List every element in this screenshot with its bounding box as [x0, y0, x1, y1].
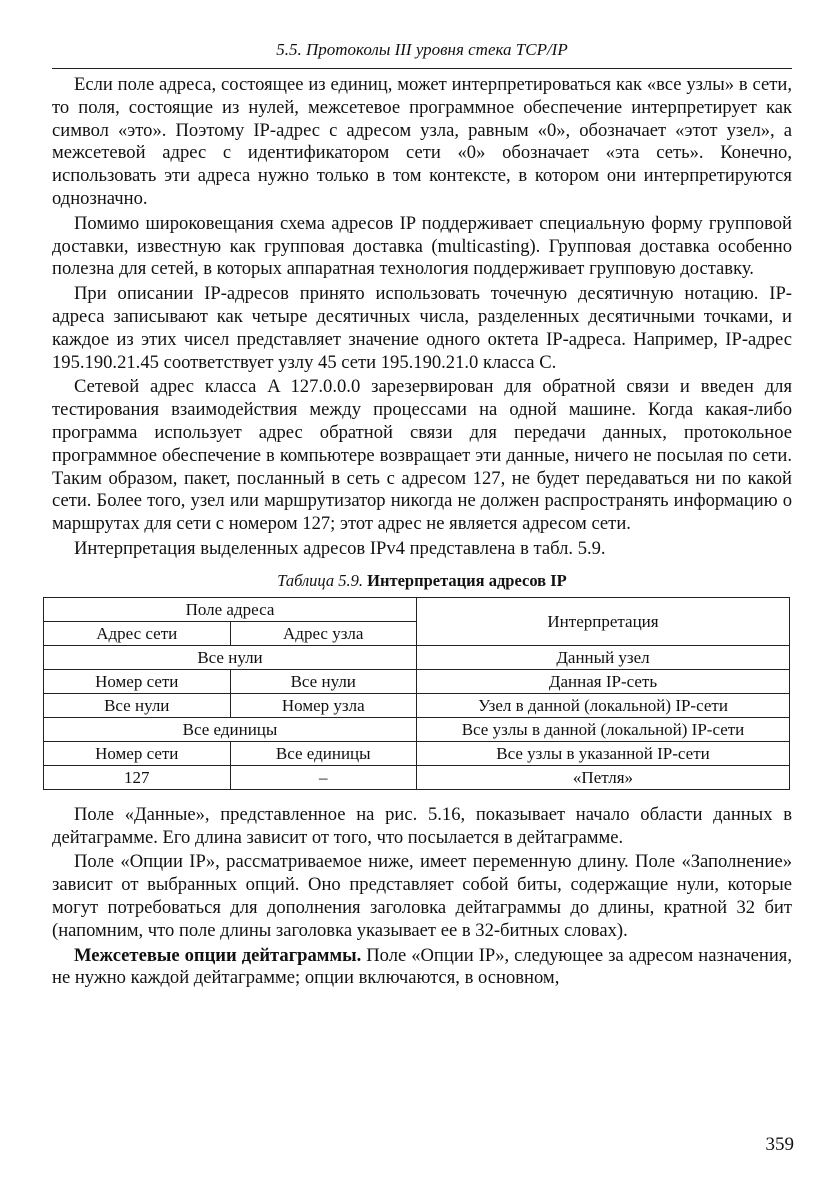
header-rule — [52, 68, 792, 69]
after-table-text — [52, 804, 792, 990]
cell-interpretation: Узел в данной (локальной) IP-сети — [417, 693, 790, 717]
cell-host: – — [230, 765, 417, 789]
page-number: 359 — [765, 1134, 794, 1155]
table-row — [44, 693, 790, 717]
cell-interpretation: Все узлы в данной (локальной) IP-сети — [417, 717, 790, 741]
cell-host: Все нули — [230, 669, 417, 693]
cell-network: Номер сети — [44, 669, 231, 693]
cell-host: Все единицы — [230, 741, 417, 765]
cell-interpretation: Все узлы в указанной IP-сети — [417, 741, 790, 765]
table-header-row — [44, 597, 790, 621]
paragraph: Сетевой адрес класса A 127.0.0.0 зарезервирован для обратной связи и введен для тестирования взаимодействия между процессами на одной машине. Когда какая-либо программа использует адрес обратной связи для передачи данных, протокольное программное обеспечение в компьютере возвращает эти данные, ничего не посылая по сети. Таким образом, пакет, посланный в сеть с адресом 127, не будет передаваться ни по какой сети. Более того, узел или маршрутизатор никогда не должен распространять информацию о маршрутах для сети с номером 127; этот адрес не является адресом сети. — [52, 376, 792, 535]
cell-interpretation: «Петля» — [417, 765, 790, 789]
cell-network: Все нули — [44, 693, 231, 717]
table-row — [44, 669, 790, 693]
paragraph: Интерпретация выделенных адресов IPv4 представлена в табл. 5.9. — [74, 537, 606, 559]
table-row — [44, 645, 790, 669]
column-header-address-field: Поле адреса — [44, 597, 417, 621]
table-caption-label: Таблица 5.9. — [277, 570, 364, 590]
cell-address: Все нули — [44, 645, 417, 669]
table-row — [44, 717, 790, 741]
cell-network: Номер сети — [44, 741, 231, 765]
paragraph: Поле «Данные», представленное на рис. 5.16, показывает начало области данных в дейтаграмме. Его длина зависит от того, что посылается в дейтаграмме. — [52, 803, 792, 848]
cell-host: Номер узла — [230, 693, 417, 717]
paragraph — [52, 945, 792, 991]
paragraph-text: Поле «Опции IP», следующее за адресом назначения, не нужно каждой дейтаграмме; опции включаются, в основном, — [52, 944, 792, 989]
cell-interpretation: Данный узел — [417, 645, 790, 669]
paragraph: Если поле адреса, состоящее из единиц, может интерпретироваться как «все узлы» в сети, то поля, состоящие из нулей, межсетевое программное обеспечение интерпретирует как символ «это». Поэтому IP-адрес с адресом узла, равным «0», обозначает «этот узел», а межсетевой адрес с идентификатором сети «0» обозначает «эта сеть». Конечно, использовать эти адреса нужно только в том контексте, в котором они интерпретируются однозначно. — [52, 74, 792, 209]
ip-interpretation-table — [43, 597, 790, 790]
section-run-in-heading: Межсетевые опции дейтаграммы. — [74, 944, 362, 966]
cell-interpretation: Данная IP-сеть — [417, 669, 790, 693]
body-text — [52, 74, 792, 990]
table-caption — [52, 571, 792, 591]
column-header-host: Адрес узла — [230, 621, 417, 645]
table-caption-title: Интерпретация адресов IP — [367, 570, 567, 590]
table-row — [44, 741, 790, 765]
paragraph: Поле «Опции IP», рассматриваемое ниже, имеет переменную длину. Поле «Заполнение» зависит от выбранных опций. Оно представляет собой биты, содержащие нули, которые могут потребоваться для дополнения заголовка дейтаграммы до длины, кратной 32 бит (напомним, что поле длины заголовка указывает ее в 32-битных словах). — [52, 851, 792, 941]
running-header: 5.5. Протоколы III уровня стека TCP/IP — [276, 40, 568, 59]
column-header-interpretation: Интерпретация — [417, 597, 790, 645]
paragraph: Помимо широковещания схема адресов IP поддерживает специальную форму групповой доставки, известную как групповая доставка (multicasting). Групповая доставка особенно полезна для сетей, в которых аппаратная технология поддерживает групповую доставку. — [52, 212, 792, 280]
column-header-network: Адрес сети — [44, 621, 231, 645]
paragraph: При описании IP-адресов принято использовать точечную десятичную нотацию. IP-адреса записывают как четыре десятичных числа, разделенных десятичными точками, и каждое из этих чисел представляет значение одного октета IP-адреса. Например, IP-адрес 195.190.21.45 соответствует узлу 45 сети 195.190.21.0 класса C. — [52, 283, 792, 373]
cell-address: Все единицы — [44, 717, 417, 741]
table-row — [44, 765, 790, 789]
cell-network: 127 — [44, 765, 231, 789]
